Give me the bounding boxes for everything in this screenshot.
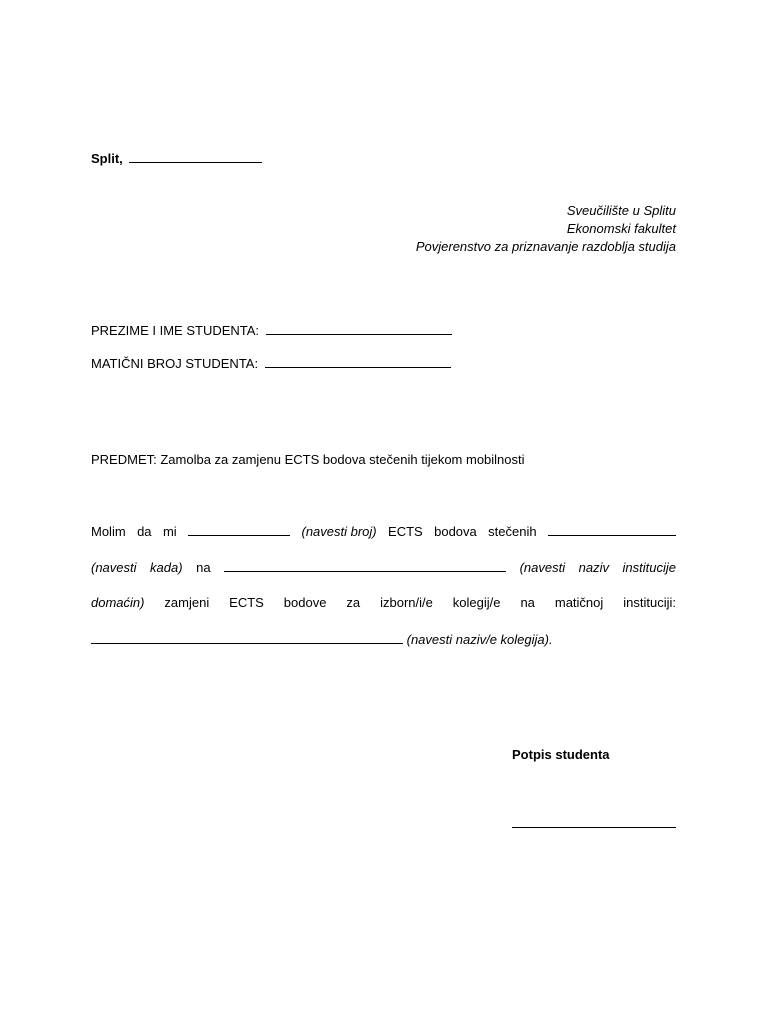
word: instituciji:	[623, 595, 676, 610]
word: ECTS	[229, 595, 264, 610]
word: bodova	[434, 524, 477, 539]
hint-institution-1: (navesti	[519, 560, 566, 575]
date-blank[interactable]	[129, 150, 262, 163]
word: matičnoj	[554, 595, 604, 610]
hint-courses: (navesti naziv/e kolegija).	[406, 632, 553, 647]
student-name-field	[91, 322, 452, 339]
recipient-committee: Povjerenstvo za priznavanje razdoblja studija	[415, 239, 676, 254]
student-id-field	[91, 355, 451, 372]
institution-blank[interactable]	[224, 559, 506, 572]
body-line-1	[91, 523, 676, 540]
hint-when-1: (navesti	[91, 560, 137, 575]
word: kolegij/e	[452, 595, 501, 610]
hint-count: (navesti broj)	[301, 524, 377, 539]
body-line-2	[91, 559, 676, 576]
subject-line: PREDMET: Zamolba za zamjenu ECTS bodova stečenih tijekom mobilnosti	[91, 452, 525, 467]
place-date-line	[91, 150, 262, 167]
student-id-blank[interactable]	[265, 355, 451, 368]
courses-blank[interactable]	[91, 631, 403, 644]
word: da	[137, 524, 152, 539]
word: na	[520, 595, 535, 610]
student-name-label: PREZIME I IME STUDENTA:	[91, 323, 260, 338]
recipient-faculty: Ekonomski fakultet	[566, 221, 676, 236]
word: izborn/i/e	[380, 595, 433, 610]
signature-blank[interactable]	[512, 815, 676, 828]
hint-when-2: kada)	[150, 560, 183, 575]
word: mi	[162, 524, 177, 539]
student-name-blank[interactable]	[266, 322, 452, 335]
place-label: Split,	[91, 151, 123, 166]
body-line-4	[91, 631, 553, 648]
count-blank[interactable]	[188, 523, 290, 536]
recipient-university: Sveučilište u Splitu	[566, 203, 676, 218]
word: ECTS	[388, 524, 423, 539]
word: zamjeni	[164, 595, 210, 610]
word: Molim	[91, 524, 126, 539]
signature-label: Potpis studenta	[512, 747, 610, 762]
hint-institution-2: naziv	[578, 560, 609, 575]
period-blank[interactable]	[548, 523, 676, 536]
signature-line-wrap	[512, 815, 676, 832]
word: stečenih	[488, 524, 537, 539]
word: na	[196, 560, 211, 575]
word: za	[346, 595, 361, 610]
body-line-3	[91, 595, 676, 611]
word: bodove	[283, 595, 327, 610]
hint-institution-3: institucije	[622, 560, 676, 575]
hint-host: domaćin)	[91, 595, 145, 610]
student-id-label: MATIČNI BROJ STUDENTA:	[91, 356, 259, 371]
